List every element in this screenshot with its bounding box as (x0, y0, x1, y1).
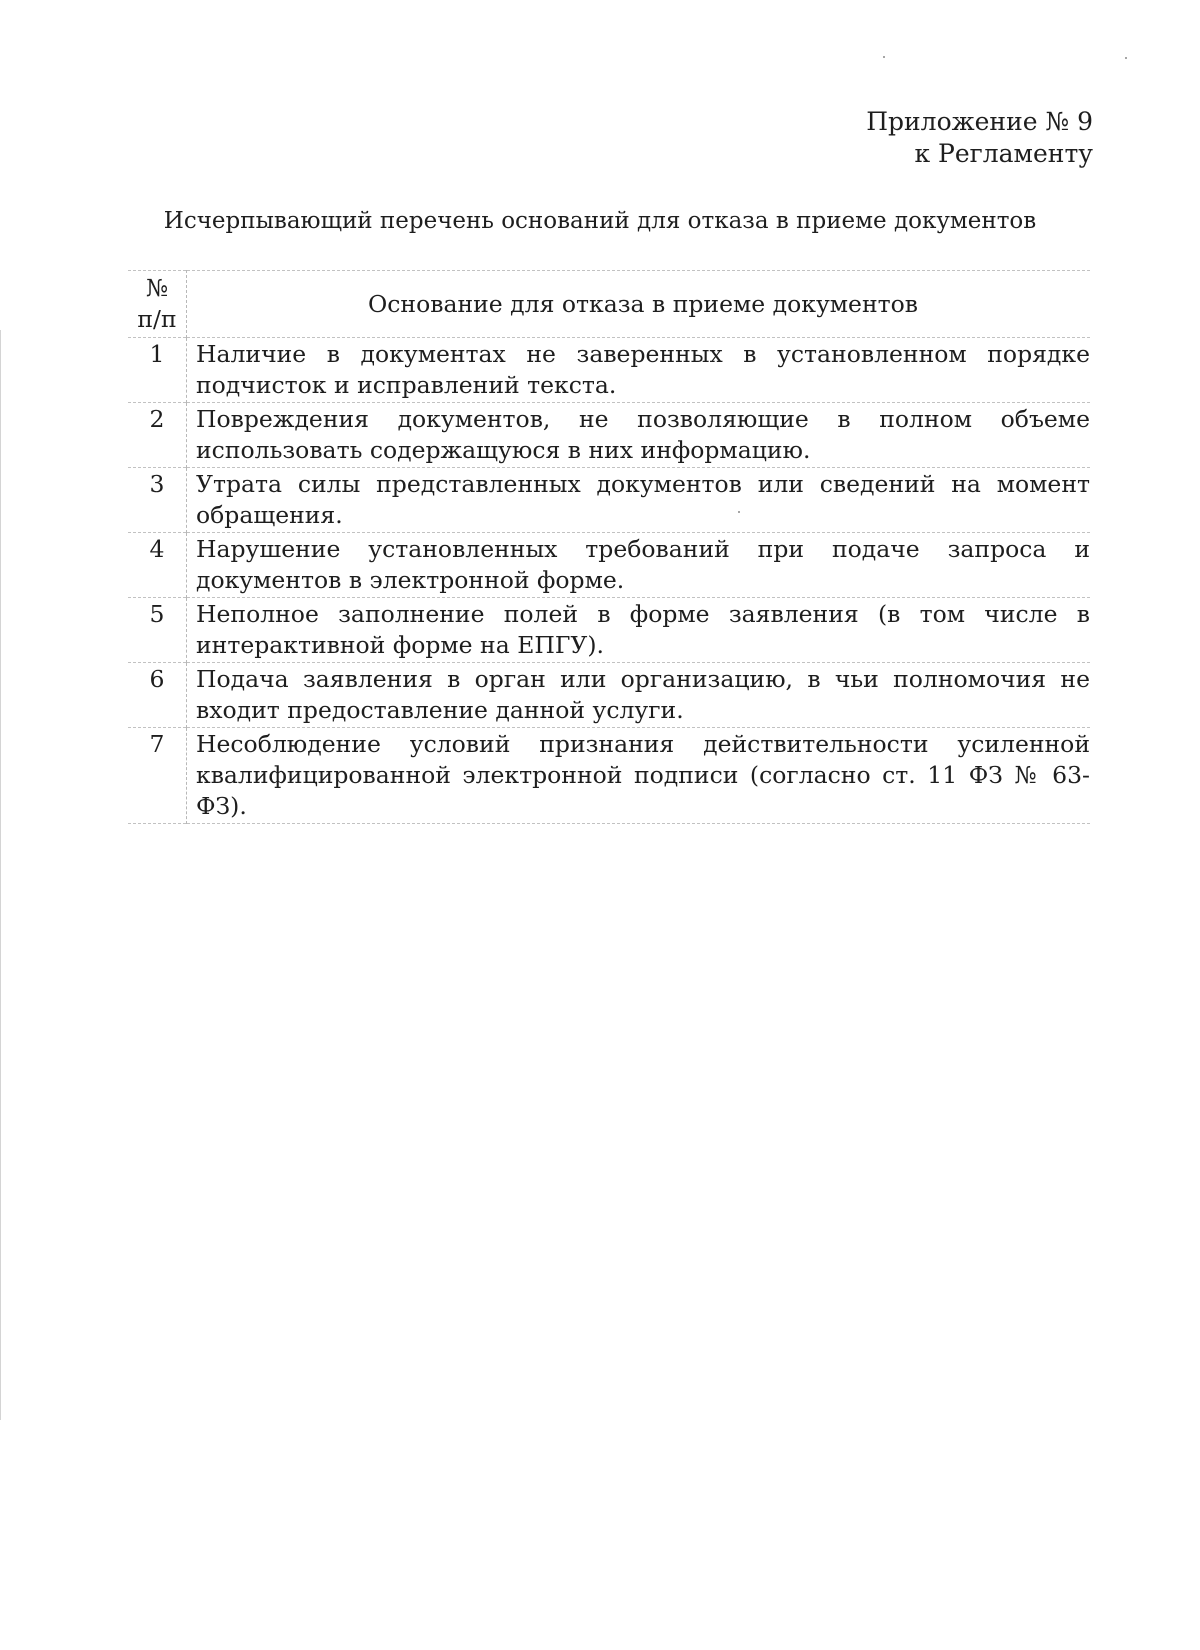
row-reason: Подача заявления в орган или организацию, в чьи полномочия не входит предоставление данной услуги. (196, 665, 1090, 724)
scan-speck (1125, 57, 1127, 59)
row-number: 6 (128, 663, 187, 728)
table-row (128, 468, 1090, 533)
row-number: 3 (128, 468, 187, 533)
refusal-reasons-table (128, 270, 1090, 824)
annex-header (866, 106, 1093, 170)
row-reason: Повреждения документов, не позволяющие в полном объеме использовать содержащуюся в них информацию. (196, 405, 1090, 464)
table-row (128, 728, 1090, 824)
row-number: 1 (128, 338, 187, 403)
table-row (128, 338, 1090, 403)
annex-reference: к Регламенту (914, 139, 1093, 168)
row-reason: Неполное заполнение полей в форме заявления (в том числе в интерактивной форме на ЕПГУ). (196, 600, 1090, 659)
annex-number: Приложение № 9 (866, 107, 1093, 136)
row-number: 7 (128, 728, 187, 824)
row-number: 5 (128, 598, 187, 663)
document-title: Исчерпывающий перечень оснований для отказа в приеме документов (163, 208, 1037, 234)
row-reason: Нарушение установленных требований при подаче запроса и документов в электронной форме. (196, 535, 1090, 594)
table-row (128, 403, 1090, 468)
table-row (128, 598, 1090, 663)
table-row (128, 533, 1090, 598)
row-number: 2 (128, 403, 187, 468)
row-reason: Несоблюдение условий признания действительности усиленной квалифицированной электронной подписи (согласно ст. 11 ФЗ № 63-ФЗ). (196, 730, 1090, 820)
table-row (128, 663, 1090, 728)
number-abbr: п/п (137, 305, 177, 333)
reason-column-header: Основание для отказа в приеме документов (367, 290, 918, 318)
table-header-row (128, 271, 1090, 338)
row-reason: Утрата силы представленных документов или сведений на момент обращения. (196, 470, 1090, 529)
number-sign: № (145, 274, 169, 302)
number-column-header (128, 271, 187, 338)
row-reason: Наличие в документах не заверенных в установленном порядке подчисток и исправлений текста. (196, 340, 1090, 399)
scan-page-edge (0, 330, 1, 1420)
scan-speck (883, 56, 885, 58)
row-number: 4 (128, 533, 187, 598)
